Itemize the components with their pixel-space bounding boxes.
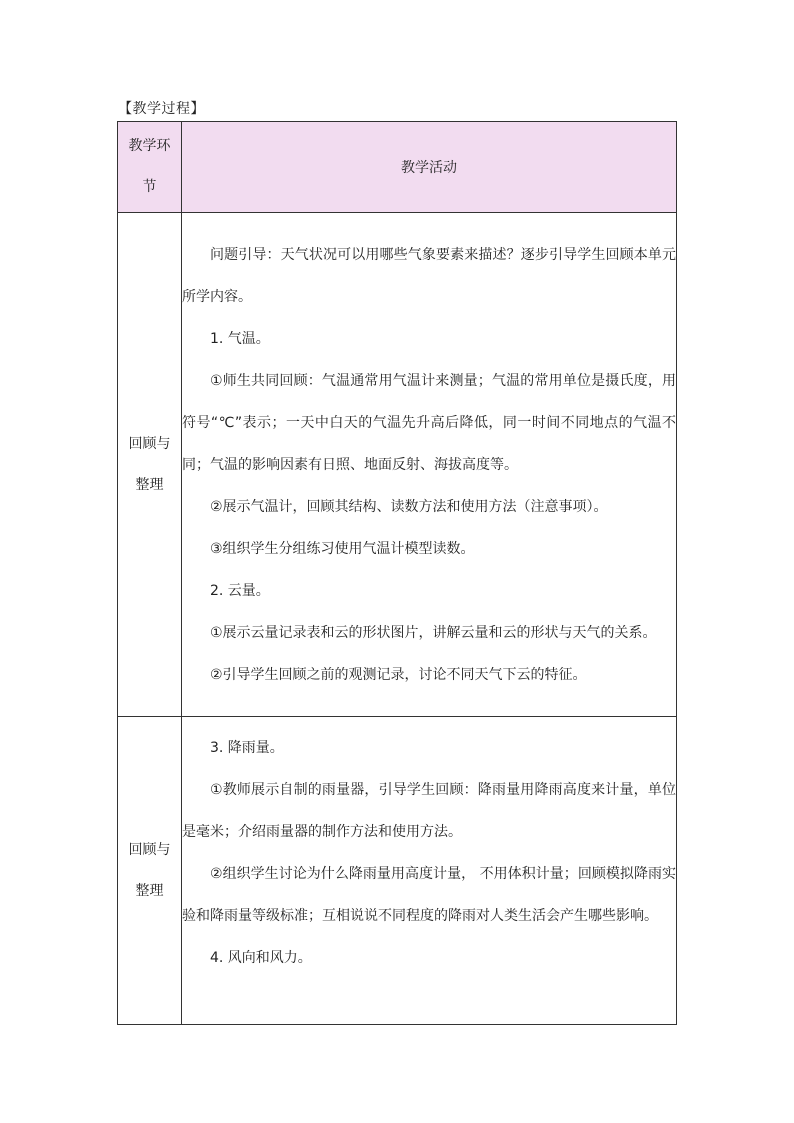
header-activity: 教学活动	[182, 122, 677, 213]
table-header-row	[118, 122, 677, 213]
stage-cell	[118, 213, 182, 717]
activity-paragraph: 2. 云量。	[210, 582, 270, 599]
table-row	[118, 213, 677, 717]
stage-label: 回顾与整理	[128, 841, 171, 899]
activity-paragraph: ②引导学生回顾之前的观测记录，讨论不同天气下云的特征。	[210, 666, 587, 683]
header-stage	[118, 122, 182, 213]
header-stage-label: 教学环节	[128, 138, 171, 195]
activity-paragraph: 问题引导：天气状况可以用哪些气象要素来描述？逐步引导学生回顾本单元所学内容。	[182, 246, 676, 305]
activity-paragraph: ①教师展示自制的雨量器，引导学生回顾：降雨量用降雨高度来计量，单位是毫米；介绍雨量器的制作方法和使用方法。	[182, 782, 676, 840]
activity-paragraph: 1. 气温。	[210, 330, 270, 347]
activity-paragraph: ①师生共同回顾：气温通常用气温计来测量；气温的常用单位是摄氏度，用符号“℃”表示；一天中白天的气温先升高后降低，同一时间不同地点的气温不同；气温的影响因素有日照、地面反射、海拔高度等。	[182, 372, 676, 473]
activity-paragraph: ②展示气温计，回顾其结构、读数方法和使用方法（注意事项）。	[210, 498, 608, 515]
table-row	[118, 717, 677, 1025]
activity-paragraph: 4. 风向和风力。	[210, 950, 312, 966]
lesson-table	[117, 121, 677, 1025]
section-heading: 【教学过程】	[118, 101, 205, 117]
activity-paragraph: ②组织学生讨论为什么降雨量用高度计量， 不用体积计量；回顾模拟降雨实验和降雨量等级标准；互相说说不同程度的降雨对人类生活会产生哪些影响。	[182, 866, 676, 924]
activity-paragraph: 3. 降雨量。	[210, 740, 284, 756]
stage-cell	[118, 717, 182, 1025]
activity-paragraph: ①展示云量记录表和云的形状图片，讲解云量和云的形状与天气的关系。	[210, 624, 657, 641]
stage-label: 回顾与整理	[128, 435, 171, 493]
activity-cell	[182, 213, 677, 717]
activity-paragraph: ③组织学生分组练习使用气温计模型读数。	[210, 540, 475, 557]
activity-cell	[182, 717, 677, 1025]
